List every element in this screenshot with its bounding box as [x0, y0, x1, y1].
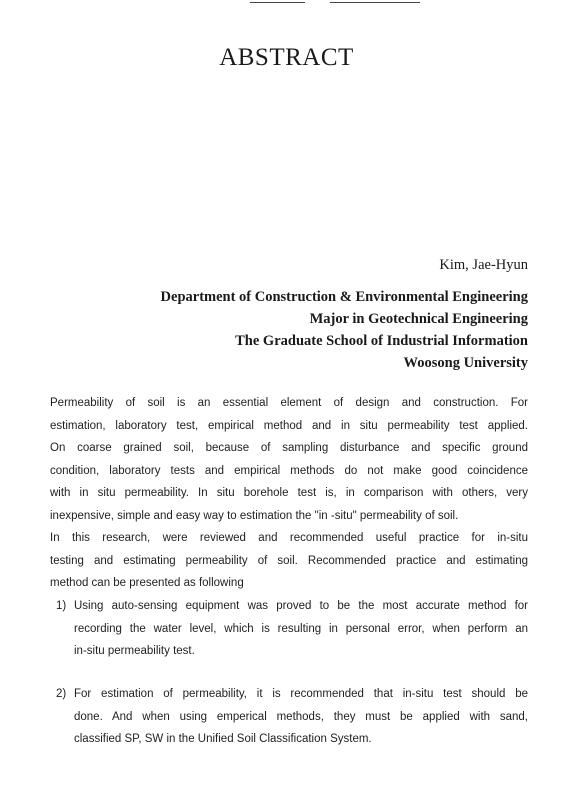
recommendation-list [56, 595, 528, 663]
list-item-line: recording the water level, which is resulting in personal error, when perform an [74, 622, 528, 635]
paragraph-line: inexpensive, simple and easy way to estimation the "in -situ" permeability of soil. [50, 509, 459, 522]
list-item-number: 1) [56, 600, 67, 612]
paragraph-line: condition, laboratory tests and empirical methods do not make good coincidence [50, 464, 528, 477]
page-title: ABSTRACT [219, 44, 354, 71]
list-item-line: For estimation of permeability, it is recommended that in-situ test should be [74, 688, 528, 700]
list-item [56, 595, 528, 663]
paragraph-line: estimation, laboratory test, empirical method and in situ permeability test applied. [50, 419, 528, 432]
list-item-line: Using auto-sensing equipment was proved to be the most accurate method for [74, 600, 528, 612]
author-block [161, 254, 528, 374]
list-item-line: in-situ permeability test. [74, 645, 195, 657]
affiliation-department: Department of Construction & Environmental Engineering [160, 289, 528, 305]
affiliation-school: The Graduate School of Industrial Information [235, 333, 528, 349]
author-name: Kim, Jae-Hyun [439, 257, 528, 273]
paragraph-line: In this research, were reviewed and recommended useful practice for in-situ [50, 532, 528, 544]
list-item [56, 683, 528, 751]
affiliation-major: Major in Geotechnical Engineering [309, 311, 528, 327]
paragraph-line: with in situ permeability. In situ borehole test is, in comparison with others, very [50, 487, 528, 499]
paragraph-line: On coarse grained soil, because of sampling disturbance and specific ground [50, 442, 528, 454]
paragraph-line: testing and estimating permeability of soil. Recommended practice and estimating [50, 554, 528, 567]
paragraph-line: method can be presented as following [50, 577, 244, 589]
list-item-line: classified SP, SW in the Unified Soil Classification System. [74, 733, 372, 745]
list-item-number: 2) [56, 688, 67, 700]
affiliation-university: Woosong University [403, 355, 528, 371]
top-rule-right [330, 2, 420, 3]
top-rule-left [250, 2, 305, 3]
abstract-paragraph [50, 392, 528, 595]
recommendation-list-2 [56, 683, 528, 751]
paragraph-line: Permeability of soil is an essential element of design and construction. For [50, 397, 528, 409]
author-gap [161, 276, 528, 286]
list-item-line: done. And when using emperical methods, they must be applied with sand, [74, 710, 528, 723]
